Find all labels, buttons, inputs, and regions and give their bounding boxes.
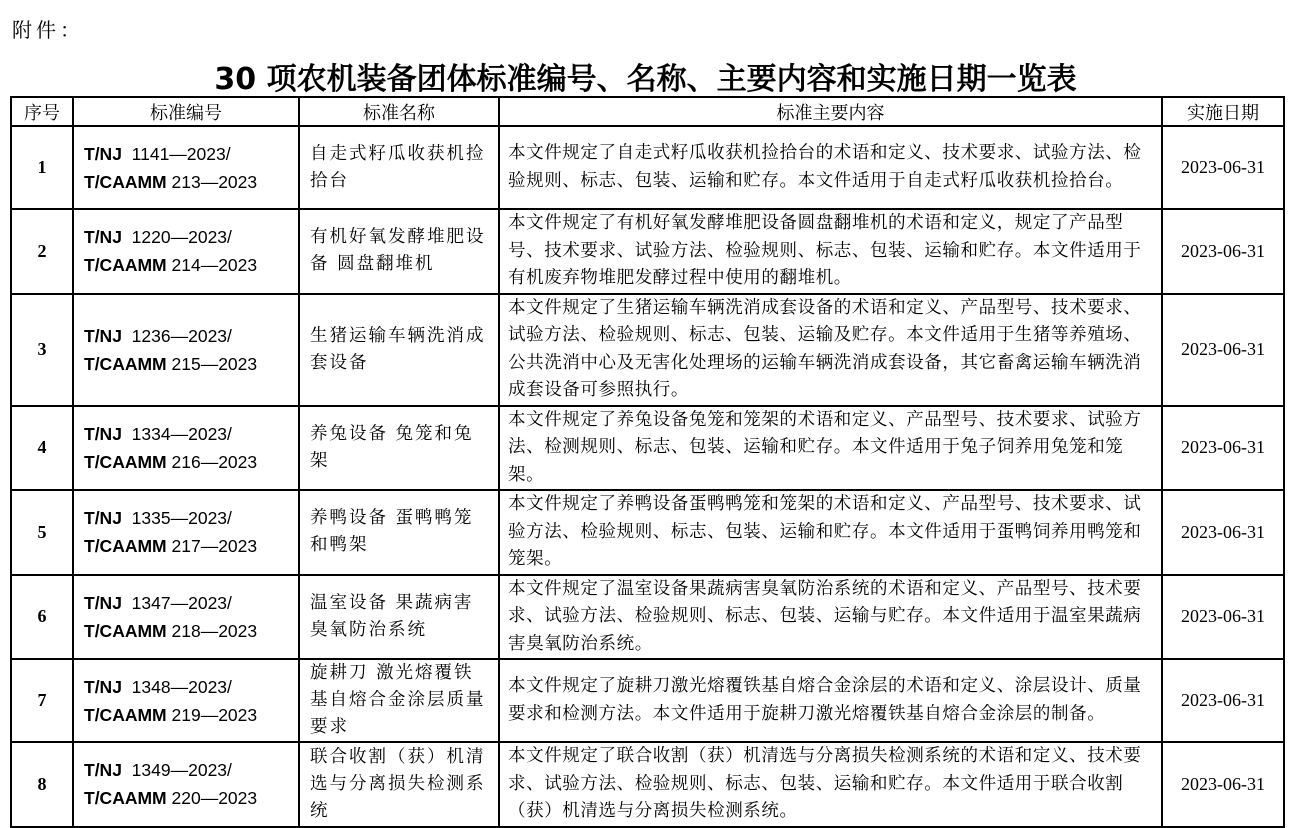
code-line-nj	[84, 420, 298, 448]
row-name	[299, 575, 499, 660]
code-number: 219—2023	[171, 704, 258, 725]
code-line-nj	[84, 322, 298, 350]
row-content-value: 本文件规定了旋耕刀激光熔覆铁基自熔合金涂层的术语和定义、涂层设计、质量要求和检测方法。本文件适用于旋耕刀激光熔覆铁基自熔合金涂层的制备。	[508, 676, 1142, 724]
table-header-row	[11, 97, 1284, 126]
code-prefix: T/NJ	[84, 592, 122, 613]
table-row	[11, 490, 1284, 575]
row-name	[299, 742, 499, 827]
row-content-value: 本文件规定了自走式籽瓜收获机捡拾台的术语和定义、技术要求、试验方法、检验规则、标志、包装、运输和贮存。本文件适用于自走式籽瓜收获机捡拾台。	[508, 143, 1142, 191]
row-index-value: 2	[37, 240, 47, 261]
row-content-value: 本文件规定了生猪运输车辆洗消成套设备的术语和定义、产品型号、技术要求、试验方法、检验规则、标志、包装、运输及贮存。本文件适用于生猪等养殖场、公共洗消中心及无害化处理场的运输车辆洗消成套设备，其它畜禽运输车辆洗消成套设备可参照执行。	[508, 297, 1142, 400]
code-line-caamm	[84, 168, 298, 196]
code-number: 215—2023	[171, 353, 258, 374]
row-name-value: 温室设备 果蔬病害臭氧防治系统	[310, 592, 474, 640]
code-number: 1348—2023/	[131, 676, 232, 697]
code-prefix: T/NJ	[84, 760, 122, 781]
row-code	[73, 490, 299, 575]
row-index-value: 8	[37, 773, 47, 794]
code-prefix: T/CAAMM	[84, 704, 167, 725]
header-code: 标准编号	[73, 97, 299, 126]
code-prefix: T/CAAMM	[84, 171, 167, 192]
row-name	[299, 126, 499, 209]
row-index	[11, 575, 73, 660]
row-content	[499, 490, 1162, 575]
code-number: 1236—2023/	[131, 325, 232, 346]
row-date-value: 2023-06-31	[1181, 773, 1265, 794]
code-line-caamm	[84, 617, 298, 645]
table-row	[11, 742, 1284, 827]
code-number: 217—2023	[171, 536, 258, 557]
header-date: 实施日期	[1162, 97, 1284, 126]
code-line-caamm	[84, 448, 298, 476]
table-row	[11, 126, 1284, 209]
row-name	[299, 209, 499, 294]
row-index-value: 7	[37, 690, 47, 710]
code-line-nj	[84, 589, 298, 617]
row-index	[11, 209, 73, 294]
code-number: 1335—2023/	[131, 508, 232, 529]
row-content	[499, 575, 1162, 660]
row-date-value: 2023-06-31	[1181, 690, 1265, 710]
code-prefix: T/CAAMM	[84, 353, 167, 374]
row-index	[11, 742, 73, 827]
row-code	[73, 575, 299, 660]
row-code	[73, 406, 299, 491]
row-date-value: 2023-06-31	[1181, 339, 1265, 359]
row-date	[1162, 406, 1284, 491]
row-date	[1162, 294, 1284, 406]
code-number: 216—2023	[171, 451, 258, 472]
code-line-caamm	[84, 784, 298, 812]
row-date	[1162, 742, 1284, 827]
table-row	[11, 659, 1284, 742]
row-date	[1162, 209, 1284, 294]
code-line-caamm	[84, 350, 298, 378]
code-prefix: T/NJ	[84, 143, 122, 164]
code-number: 1220—2023/	[131, 227, 232, 248]
header-name: 标准名称	[299, 97, 499, 126]
row-code	[73, 742, 299, 827]
code-prefix: T/CAAMM	[84, 255, 167, 276]
code-line-caamm	[84, 532, 298, 560]
row-index-value: 6	[37, 606, 47, 627]
row-code	[73, 659, 299, 742]
row-content	[499, 126, 1162, 209]
table-row	[11, 209, 1284, 294]
row-content-value: 本文件规定了养兔设备兔笼和笼架的术语和定义、产品型号、技术要求、试验方法、检测规则、标志、包装、运输和贮存。本文件适用于兔子饲养用兔笼和笼架。	[508, 409, 1142, 485]
code-number: 1347—2023/	[131, 592, 232, 613]
code-line-caamm	[84, 251, 298, 279]
row-name	[299, 490, 499, 575]
table-row	[11, 294, 1284, 406]
row-name-value: 生猪运输车辆洗消成套设备	[310, 325, 486, 373]
code-prefix: T/CAAMM	[84, 536, 167, 557]
row-date-value: 2023-06-31	[1181, 437, 1265, 458]
row-name-value: 养鸭设备 蛋鸭鸭笼和鸭架	[310, 508, 474, 556]
code-prefix: T/NJ	[84, 325, 122, 346]
row-index-value: 3	[37, 339, 47, 359]
header-content: 标准主要内容	[499, 97, 1162, 126]
row-content	[499, 659, 1162, 742]
row-name-value: 自走式籽瓜收获机捡拾台	[310, 143, 486, 191]
row-date-value: 2023-06-31	[1181, 157, 1265, 177]
row-content	[499, 406, 1162, 491]
row-content	[499, 209, 1162, 294]
header-index: 序号	[11, 97, 73, 126]
code-prefix: T/CAAMM	[84, 620, 167, 641]
code-number: 214—2023	[171, 255, 258, 276]
table-row	[11, 406, 1284, 491]
code-prefix: T/NJ	[84, 676, 122, 697]
code-prefix: T/NJ	[84, 423, 122, 444]
row-date	[1162, 575, 1284, 660]
row-date	[1162, 126, 1284, 209]
code-prefix: T/NJ	[84, 227, 122, 248]
row-name-value: 联合收割（获）机清选与分离损失检测系统	[310, 746, 486, 821]
row-name-value: 有机好氧发酵堆肥设备 圆盘翻堆机	[310, 227, 486, 275]
row-index	[11, 406, 73, 491]
code-number: 1334—2023/	[131, 423, 232, 444]
row-content-value: 本文件规定了联合收割（获）机清选与分离损失检测系统的术语和定义、技术要求、试验方法、检验规则、标志、包装、运输和贮存。本文件适用于联合收割（获）机清选与分离损失检测系统。	[508, 746, 1142, 821]
code-line-nj	[84, 756, 298, 784]
code-prefix: T/NJ	[84, 508, 122, 529]
attachment-label: 附件：	[12, 18, 84, 42]
row-index-value: 5	[37, 521, 47, 542]
row-name-value: 养兔设备 兔笼和兔架	[310, 423, 474, 471]
code-number: 1141—2023/	[131, 143, 231, 164]
row-name-value: 旋耕刀 激光熔覆铁基自熔合金涂层质量要求	[310, 663, 486, 737]
row-name	[299, 659, 499, 742]
code-line-nj	[84, 504, 298, 532]
code-number: 213—2023	[171, 171, 258, 192]
row-date-value: 2023-06-31	[1181, 606, 1265, 627]
row-date-value: 2023-06-31	[1181, 240, 1265, 261]
row-code	[73, 294, 299, 406]
row-index-value: 4	[37, 437, 47, 458]
row-index	[11, 490, 73, 575]
row-code	[73, 126, 299, 209]
row-content	[499, 742, 1162, 827]
page-title: 30 项农机装备团体标准编号、名称、主要内容和实施日期一览表	[214, 62, 1077, 97]
code-prefix: T/CAAMM	[84, 451, 167, 472]
row-index	[11, 294, 73, 406]
row-date	[1162, 490, 1284, 575]
row-name	[299, 406, 499, 491]
table-row	[11, 575, 1284, 660]
row-content-value: 本文件规定了温室设备果蔬病害臭氧防治系统的术语和定义、产品型号、技术要求、试验方法、检验规则、标志、包装、运输与贮存。本文件适用于温室果蔬病害臭氧防治系统。	[508, 578, 1142, 654]
row-date	[1162, 659, 1284, 742]
code-number: 1349—2023/	[131, 760, 232, 781]
code-line-caamm	[84, 701, 298, 729]
standards-table	[10, 96, 1285, 828]
row-index-value: 1	[37, 157, 47, 177]
row-code	[73, 209, 299, 294]
code-line-nj	[84, 673, 298, 701]
row-name	[299, 294, 499, 406]
row-index	[11, 659, 73, 742]
code-number: 218—2023	[171, 620, 258, 641]
row-content-value: 本文件规定了养鸭设备蛋鸭鸭笼和笼架的术语和定义、产品型号、技术要求、试验方法、检验规则、标志、包装、运输和贮存。本文件适用于蛋鸭饲养用鸭笼和笼架。	[508, 494, 1142, 569]
row-content	[499, 294, 1162, 406]
code-line-nj	[84, 140, 298, 168]
code-number: 220—2023	[171, 788, 258, 809]
row-date-value: 2023-06-31	[1181, 521, 1265, 542]
code-prefix: T/CAAMM	[84, 788, 167, 809]
row-index	[11, 126, 73, 209]
code-line-nj	[84, 223, 298, 251]
row-content-value: 本文件规定了有机好氧发酵堆肥设备圆盘翻堆机的术语和定义，规定了产品型号、技术要求、试验方法、检验规则、标志、包装、运输和贮存。本文件适用于有机废弃物堆肥发酵过程中使用的翻堆机。	[508, 213, 1142, 288]
